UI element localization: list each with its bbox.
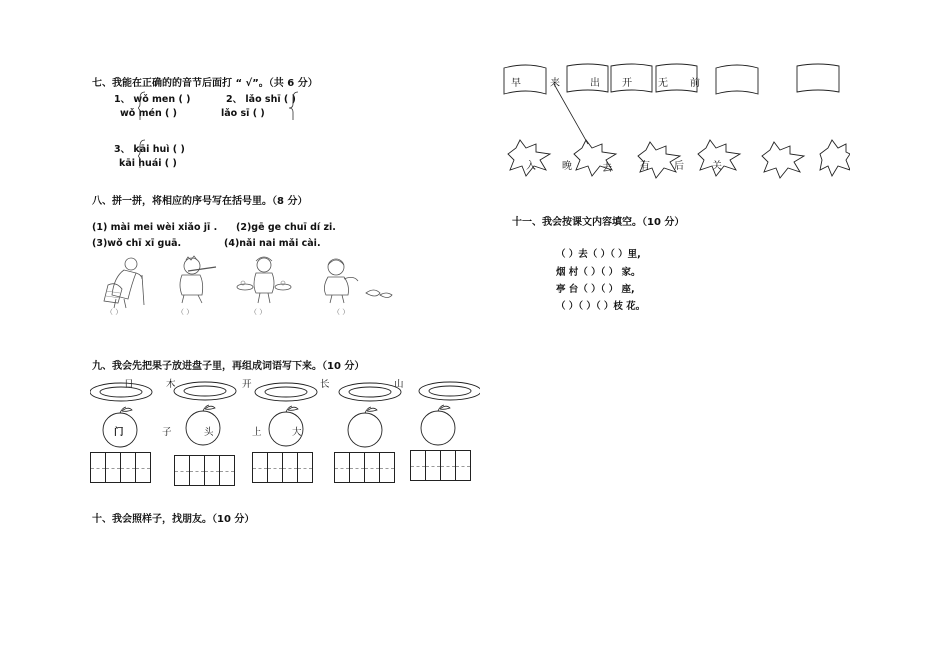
fruit-icon-4	[348, 407, 382, 447]
plates-and-fruits	[90, 380, 480, 450]
answer-paren-1[interactable]: （ ）	[106, 308, 123, 316]
poem-line-1[interactable]: （ ）去（ ）（ ）里,	[556, 249, 641, 260]
writing-grid-5[interactable]	[410, 450, 471, 481]
plate-icon-3	[255, 383, 317, 401]
poem-line-2[interactable]: 烟 村（ ）（ ） 家。	[556, 267, 641, 278]
plate-char-4: 长	[320, 379, 330, 390]
star-word-4[interactable]: 有	[640, 161, 650, 172]
plate-icon-5	[419, 382, 480, 400]
fruit-char-5: 大	[292, 427, 302, 438]
star-word-3[interactable]: 去	[602, 163, 612, 174]
flag-word-4[interactable]: 开	[622, 78, 632, 89]
star-icon-6	[820, 140, 850, 176]
writing-grid-4[interactable]	[334, 452, 395, 483]
star-word-6[interactable]: 关	[712, 161, 722, 172]
flag-word-5[interactable]: 无	[658, 78, 668, 89]
pinyin-3: (3)wǒ chī xī guā.	[92, 238, 182, 249]
grandma-shopping-picture	[98, 255, 158, 310]
example-connect-line	[554, 84, 588, 144]
star-icon-5	[762, 142, 804, 178]
fruit-char-4: 上	[252, 427, 262, 438]
writing-grid-3[interactable]	[252, 452, 313, 483]
plate-char-2: 木	[166, 379, 176, 390]
flag-word-6[interactable]: 前	[690, 78, 700, 89]
fruit-char-3: 头	[204, 427, 214, 438]
girl-watermelon-picture	[318, 255, 396, 307]
answer-paren-2[interactable]: （ ）	[177, 308, 194, 316]
answer-paren-4[interactable]: （ ）	[333, 308, 350, 316]
flag-word-1[interactable]: 早	[511, 78, 521, 89]
flag-icon-2	[567, 64, 608, 92]
plate-char-3: 开	[242, 379, 252, 390]
flag-word-2[interactable]: 来	[550, 78, 560, 89]
section7-title: 七、我能在正确的的音节后面打 “ √”。（共 6 分）	[92, 78, 318, 89]
writing-grid-1[interactable]	[90, 452, 151, 483]
section10-title: 十、我会照样子，找朋友。（10 分）	[92, 514, 255, 525]
plate-char-5: 山	[394, 379, 404, 390]
answer-paren-3[interactable]: （ ）	[250, 308, 267, 316]
star-word-1[interactable]: 入	[526, 161, 536, 172]
section9-title: 九、我会先把果子放进盘子里，再组成词语写下来。（10 分）	[92, 361, 365, 372]
q7-2-option-b[interactable]: lǎo sī ( )	[221, 108, 265, 119]
fruit-icon-5	[421, 405, 455, 445]
flag-word-3[interactable]: 出	[590, 78, 600, 89]
man-selling-chicks-picture	[236, 255, 292, 305]
q7-1-option-b[interactable]: wǒ mén ( )	[120, 108, 178, 119]
flag-icon-5	[716, 65, 758, 94]
boy-flute-picture	[168, 255, 220, 305]
q7-3-option-b[interactable]: kāi huái ( )	[119, 158, 177, 169]
plate-icon-4	[339, 383, 401, 401]
star-word-5[interactable]: 后	[674, 161, 684, 172]
fruit-icon-2	[186, 405, 220, 445]
q7-2-option-a[interactable]: 2、 lǎo shī ( )	[226, 94, 296, 105]
poem-line-3[interactable]: 亭 台（ ）（ ） 座,	[556, 284, 635, 295]
fruit-char-1: 门	[114, 427, 124, 438]
writing-grid-2[interactable]	[174, 455, 235, 486]
pinyin-1: (1) mài mei wèi xiǎo jī .	[92, 222, 218, 233]
q7-3-option-a[interactable]: 3、 kāi huì ( )	[114, 144, 185, 155]
star-word-2[interactable]: 晚	[562, 161, 572, 172]
section8-title: 八、拼一拼，将相应的序号写在括号里。（8 分）	[92, 196, 308, 207]
plate-char-1: 日	[124, 379, 134, 390]
pinyin-4: (4)nǎi nai mǎi cài.	[224, 238, 321, 249]
plate-icon-2	[174, 382, 236, 400]
flag-icon-6	[797, 64, 839, 92]
plate-icon-1	[90, 383, 152, 401]
section11-title: 十一、我会按课文内容填空。（10 分）	[512, 217, 685, 228]
section7-brackets	[138, 88, 308, 178]
fruit-char-2: 子	[162, 427, 172, 438]
poem-line-4[interactable]: （ ）（ ）（ ）枝 花。	[556, 301, 646, 312]
q7-1-option-a[interactable]: 1、 wǒ men ( )	[114, 94, 191, 105]
pinyin-2: (2)gē ge chuī dí zi.	[236, 222, 336, 233]
